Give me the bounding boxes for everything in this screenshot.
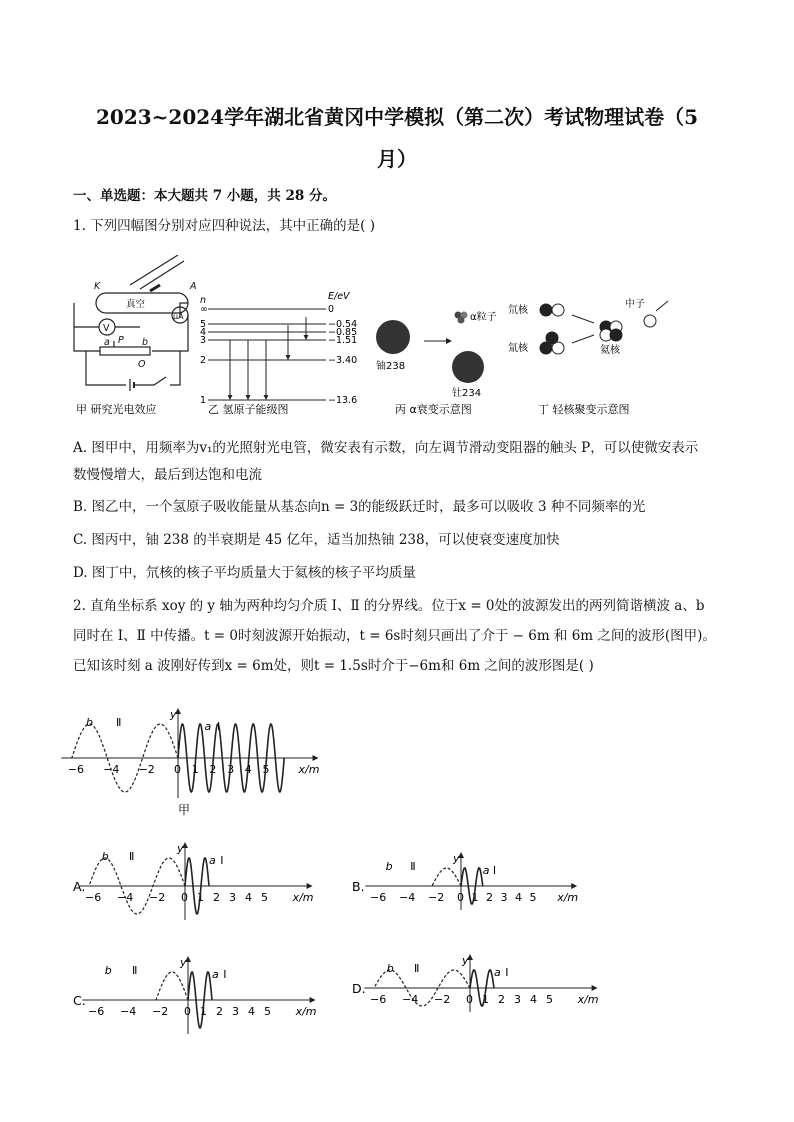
transition-arrow-head [286,355,291,360]
x-tick-label: 3 [232,1005,239,1018]
wave-a-label: a [209,854,216,867]
wave-a-label: a [212,968,219,981]
x-tick-label: 4 [245,891,252,904]
caption-yi: 乙 氢原子能级图 [208,403,289,416]
option-letter: A. [73,879,86,894]
x-tick-label: 5 [546,993,553,1006]
q1-option-D: D. 图丁中，氘核的核子平均质量大于氦核的核子平均质量 [73,565,416,581]
x-tick-label: 5 [262,763,270,776]
x-tick-label: 1 [200,1005,207,1018]
x-tick-label: 1 [482,993,489,1006]
x-tick-label: 0 [466,993,473,1006]
x-axis-arrow [307,883,313,889]
x-tick-label: −2 [138,763,155,776]
medium-I-label: Ⅰ [220,854,224,867]
level-n-label: 4 [200,327,207,338]
wave-a-label: a [482,864,490,877]
medium-II-label: Ⅱ [410,860,416,873]
q1-figure-group [70,255,730,423]
label-uA: μA [173,312,184,321]
x-axis-label: x/m [292,891,314,904]
y-axis-label: y [453,852,460,865]
x-tick-label: 5 [264,1005,271,1018]
label-u238: 铀238 [376,361,406,372]
q2-figure-group [0,680,794,1040]
label-P: P [118,335,124,346]
q2-line2: 同时在 Ⅰ、Ⅱ 中传播。t = 0时刻波源开始振动，t = 6s时刻只画出了介于 − 6m 和 6m 之间的波形(图甲)。 [73,628,716,644]
level-n-label: 2 [200,355,207,366]
option-letter: B. [352,879,365,894]
label-th234: 钍234 [452,388,482,399]
q2-line1: 2. 直角坐标系 xoy 的 y 轴为两种均匀介质 Ⅰ、Ⅱ 的分界线。位于x = 0处的波源发出的两列简谐横波 a、b [73,598,705,614]
x-tick-label: 5 [529,891,537,904]
x-axis-arrow [592,985,598,991]
wave-b-curve [432,868,461,886]
wave-a-label: a [204,720,212,733]
label-neutron: 中子 [625,299,645,310]
x-tick-label: 4 [248,1005,255,1018]
level-energy-label: −0.54 [328,319,358,330]
x-tick-label: −4 [402,993,419,1006]
q1-option-C: C. 图丙中，铀 238 的半衰期是 45 亿年，适当加热铀 238，可以使衰变速度加快 [73,532,560,548]
x-axis-label: x/m [295,1005,317,1018]
arrow [572,335,594,343]
x-tick-label: 3 [227,763,235,776]
x-axis-label: x/m [577,993,599,1006]
x-axis-label: x/m [298,763,320,776]
arrow [656,301,668,311]
x-tick-label: −6 [370,891,387,904]
level-energy-label: −0.85 [328,327,358,338]
level-energy-label: −13.6 [328,395,358,406]
y-axis-label: y [170,708,177,721]
q1-option-B: B. 图乙中，一个氢原子吸收能量从基态向n = 3的能级跃迁时，最多可以吸收 3 种不同频率的光 [73,499,646,515]
n-header: n [200,295,207,306]
x-tick-label: 1 [197,891,204,904]
x-tick-label: −4 [399,891,416,904]
q1-stem: 1. 下列四幅图分别对应四种说法，其中正确的是( ) [73,218,375,234]
x-tick-label: −6 [370,993,387,1006]
label-V: V [103,323,110,334]
wire [170,351,180,385]
x-tick-label: −2 [152,1005,169,1018]
transition-arrow-head [228,395,233,400]
electrode-A [150,285,160,291]
alpha-decay-figure [376,312,484,384]
x-tick-label: 2 [486,891,493,904]
medium-I-label: Ⅰ [505,966,509,979]
q1-option-A-line1: A. 图甲中，用频率为v₁的光照射光电管，微安表有示数，向左调节滑动变阻器的触头 P，可以使微安表示 [73,440,699,456]
alpha-particle [458,317,465,324]
neutron [552,304,564,316]
proton [610,329,622,341]
x-tick-label: −4 [120,1005,137,1018]
x-tick-label: −4 [103,763,120,776]
x-tick-label: 3 [514,993,521,1006]
figure-jia-caption: 甲 [178,803,191,817]
x-axis-arrow [571,883,577,889]
x-tick-label: 0 [174,763,181,776]
level-n-label: 5 [200,319,207,330]
rheostat [100,347,150,355]
wave-b-label: b [85,716,93,729]
x-tick-label: −2 [434,993,451,1006]
x-tick-label: 3 [500,891,508,904]
medium-II-label: Ⅱ [116,716,122,729]
option-letter: C. [73,993,86,1008]
exam-title-line1: 2023~2024学年湖北省黄冈中学模拟（第二次）考试物理试卷（5 [95,105,698,129]
x-tick-label: −2 [428,891,445,904]
x-tick-label: 3 [229,891,236,904]
x-tick-label: 0 [457,891,464,904]
switch [134,377,166,385]
x-tick-label: −6 [67,763,85,776]
wave-b-label: b [104,964,112,977]
level-energy-label: −3.40 [328,355,358,366]
x-tick-label: 4 [244,763,252,776]
level-n-label: 1 [200,395,207,406]
level-energy-label: −1.51 [328,335,358,346]
proton [540,304,552,316]
caption-jia: 甲 研究光电效应 [76,403,157,416]
x-tick-label: −4 [117,891,134,904]
x-tick-label: −6 [88,1005,105,1018]
photoelectric-circuit-figure [74,255,188,391]
option-C-wave [73,956,317,1034]
option-letter: D. [352,981,366,996]
x-axis-arrow [310,997,316,1003]
y-axis-label: y [462,954,469,967]
wave-b-label: b [385,860,393,873]
level-n-label: 3 [200,335,207,346]
caption-ding: 丁 轻核聚变示意图 [538,403,630,416]
y-axis-label: y [180,956,187,969]
wave-figure-jia [61,708,319,798]
wave-b-curve [156,972,188,1000]
label-b: b [142,337,149,348]
option-D-wave [352,954,599,1012]
wave-a-label: a [494,966,501,979]
label-O: O [138,359,146,370]
level-n-label: ∞ [200,304,208,315]
thorium-nucleus [452,351,484,383]
caption-bing: 丙 α衰变示意图 [395,403,472,416]
x-axis-arrow [313,755,319,761]
medium-II-label: Ⅱ [132,964,138,977]
arrow-head [446,338,452,344]
exam-title-line2: 月） [377,147,417,171]
x-tick-label: 2 [498,993,505,1006]
wire [86,351,126,385]
transition-arrow-head [246,395,251,400]
label-deuterium: 氘核 [508,305,528,316]
label-alpha: α粒子 [470,312,497,323]
option-B-wave [352,852,578,910]
x-tick-label: 0 [184,1005,191,1018]
x-tick-label: −6 [85,891,102,904]
section-heading: 一、单选题：本大题共 7 小题，共 28 分。 [73,188,336,204]
wave-b-label: b [101,850,109,863]
x-tick-label: −2 [149,891,166,904]
wave-b-label: b [386,962,394,975]
x-tick-label: 0 [181,891,188,904]
medium-I-label: Ⅰ [223,968,227,981]
x-tick-label: 2 [209,763,217,776]
x-tick-label: 5 [261,891,268,904]
arrow [572,315,594,323]
transition-arrow-head [264,395,269,400]
medium-II-label: Ⅱ [129,850,135,863]
label-A: A [190,281,197,292]
energy-unit-label: E/eV [328,291,350,302]
q2-line3: 已知该时刻 a 波刚好传到x = 6m处，则t = 1.5s时介于−6m和 6m 之间的波形图是( ) [73,658,594,674]
proton [546,332,558,344]
x-tick-label: 2 [213,891,220,904]
uranium-nucleus [376,320,410,354]
label-helium: 氦核 [600,345,620,356]
q1-option-A-line2: 数慢慢增大，最后到达饱和电流 [73,467,262,483]
label-K: K [94,281,101,292]
level-energy-label: 0 [328,304,335,315]
energy-level-diagram [200,291,357,406]
label-a: a [104,337,110,348]
option-A-wave [73,842,314,920]
y-axis-label: y [177,842,184,855]
transition-arrow-head [304,335,309,340]
label-tritium: 氚核 [508,343,528,354]
x-tick-label: 2 [216,1005,223,1018]
free-neutron [644,315,656,327]
medium-II-label: Ⅱ [414,962,420,975]
medium-I-label: Ⅰ [216,720,221,733]
x-tick-label: 1 [471,891,479,904]
label-vacuum: 真空 [126,299,146,310]
x-tick-label: 1 [191,763,199,776]
x-tick-label: 4 [515,891,522,904]
x-axis-label: x/m [557,891,579,904]
x-tick-label: 4 [530,993,537,1006]
medium-I-label: Ⅰ [492,864,497,877]
